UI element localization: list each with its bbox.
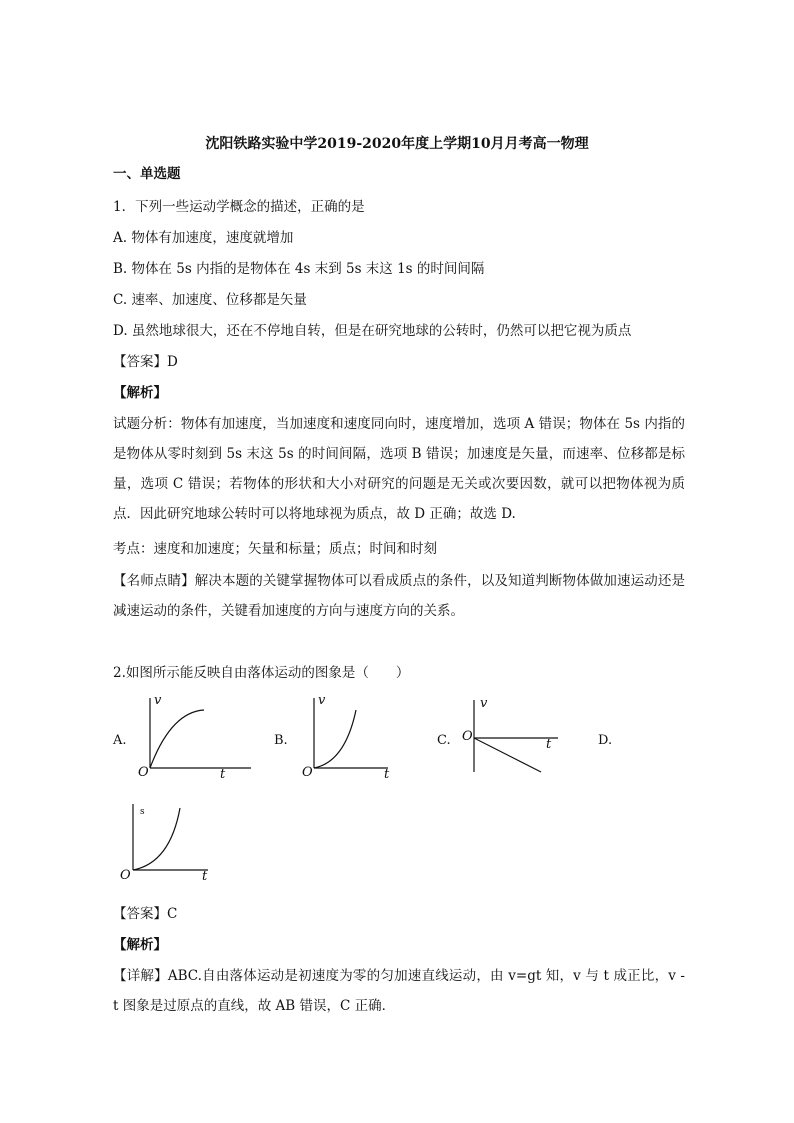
question-1-analysis-heading: 【解析】 [113,385,167,401]
question-1-option-a: A. 物体有加速度，速度就增加 [113,230,294,246]
question-1-option-c: C. 速率、加速度、位移都是矢量 [113,292,307,308]
graph-d-curve [133,808,180,870]
graph-d [120,798,220,888]
graph-b-curve [314,710,356,768]
graph-b-origin-label: O [302,765,313,780]
graph-d-t-label: t [202,869,208,884]
graph-a-v-label: v [154,693,162,708]
question-1-kaodian: 考点：速度和加速度；矢量和标量；质点；时间和时刻 [113,541,437,557]
graph-c-origin-label: O [462,729,473,744]
graph-d-origin-label: O [120,868,131,883]
question-1-option-b: B. 物体在 5s 内指的是物体在 4s 末到 5s 末这 1s 的时间间隔 [113,261,485,277]
question-1-tip: 【名师点睛】解决本题的关键掌握物体可以看成质点的条件，以及知道判断物体做加速运动还是减速运动的条件，关键看加速度的方向与速度方向的关系。 [113,573,685,619]
question-2-analysis-heading: 【解析】 [113,937,167,953]
graph-a-t-label: t [220,767,226,782]
question-2-answer: 【答案】C [113,906,178,922]
graph-a [136,690,256,782]
question-1-stem: 1．下列一些运动学概念的描述，正确的是 [113,199,365,215]
graph-b-t-label: t [384,767,390,782]
question-2-option-c-label: C. [437,733,451,748]
question-2-option-a-label: A. [113,733,127,748]
graph-b [300,690,420,782]
question-2-detail: 【详解】ABC.自由落体运动是初速度为零的匀加速直线运动，由 v=gt 知，v 与 t 成正比，v - t 图象是过原点的直线，故 AB 错误，C 正确． [113,968,685,1014]
graph-c-v-label: v [480,696,488,711]
graph-c [460,694,560,778]
question-1-answer: 【答案】D [113,354,178,370]
graph-b-v-label: v [318,693,326,708]
graph-d-s-label: s [140,807,145,817]
graph-a-curve [150,710,204,768]
question-2-stem: 2.如图所示能反映自由落体运动的图象是（ ） [113,665,410,681]
graph-c-line [474,738,541,772]
question-1-option-d: D. 虽然地球很大，还在不停地自转，但是在研究地球的公转时，仍然可以把它视为质点 [113,323,632,339]
question-2-option-d-label: D. [598,733,613,748]
page-title: 沈阳铁路实验中学2019-2020年度上学期10月月考高一物理 [205,136,589,152]
graph-a-origin-label: O [138,765,149,780]
section-heading: 一、单选题 [113,166,181,182]
graph-c-t-label: t [546,737,552,752]
question-2-option-b-label: B. [274,733,288,748]
question-1-analysis: 试题分析：物体有加速度，当加速度和速度同向时，速度增加，选项 A 错误；物体在 5s 内指的是物体从零时刻到 5s 末这 5s 的时间间隔，选项 B 错误；加速度是矢量，而速率、位移都是标量，选项 C 错误；若物体的形状和大小对研究的问题是无关或次要因数，就可以把物体视为质点．因此研究地球公转时可以将地球视为质点，故 D 正确；故选 D. [113,416,685,522]
